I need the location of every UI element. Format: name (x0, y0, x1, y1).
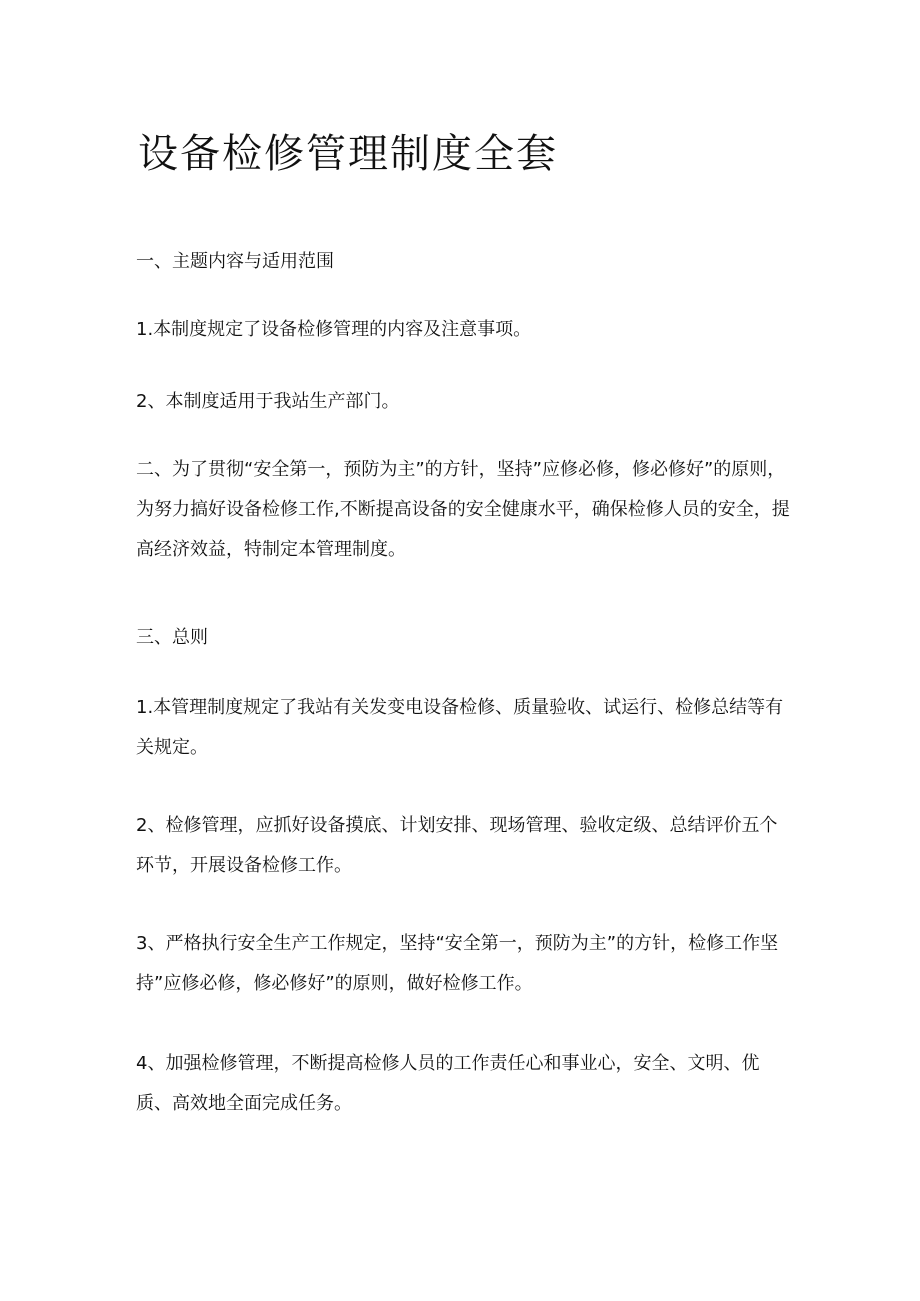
paragraph: 1.本制度规定了设备检修管理的内容及注意事项。 (136, 319, 532, 340)
paragraph: 1.本管理制度规定了我站有关发变电设备检修、质量验收、试运行、检修总结等有关规定。 (136, 697, 784, 758)
paragraph: 3、严格执行安全生产工作规定，坚持“安全第一，预防为主”的方针，检修工作坚持”应修必修，修必修好”的原则，做好检修工作。 (136, 933, 779, 994)
paragraph: 2、本制度适用于我站生产部门。 (136, 391, 400, 412)
paragraph: 2、检修管理，应抓好设备摸底、计划安排、现场管理、验收定级、总结评价五个环节，开展设备检修工作。 (136, 815, 778, 876)
paragraph: 二、为了贯彻“安全第一，预防为主”的方针，坚持”应修必修，修必修好”的原则，为努力搞好设备检修工作,不断提高设备的安全健康水平，确保检修人员的安全，提高经济效益，特制定本管理制度。 (136, 459, 790, 560)
paragraph: 4、加强检修管理，不断提高检修人员的工作责任心和事业心，安全、文明、优质、高效地全面完成任务。 (136, 1053, 760, 1114)
section-heading: 三、总则 (136, 627, 208, 648)
document-title: 设备检修管理制度全套 (138, 131, 558, 177)
section-heading: 一、主题内容与适用范围 (136, 251, 334, 272)
